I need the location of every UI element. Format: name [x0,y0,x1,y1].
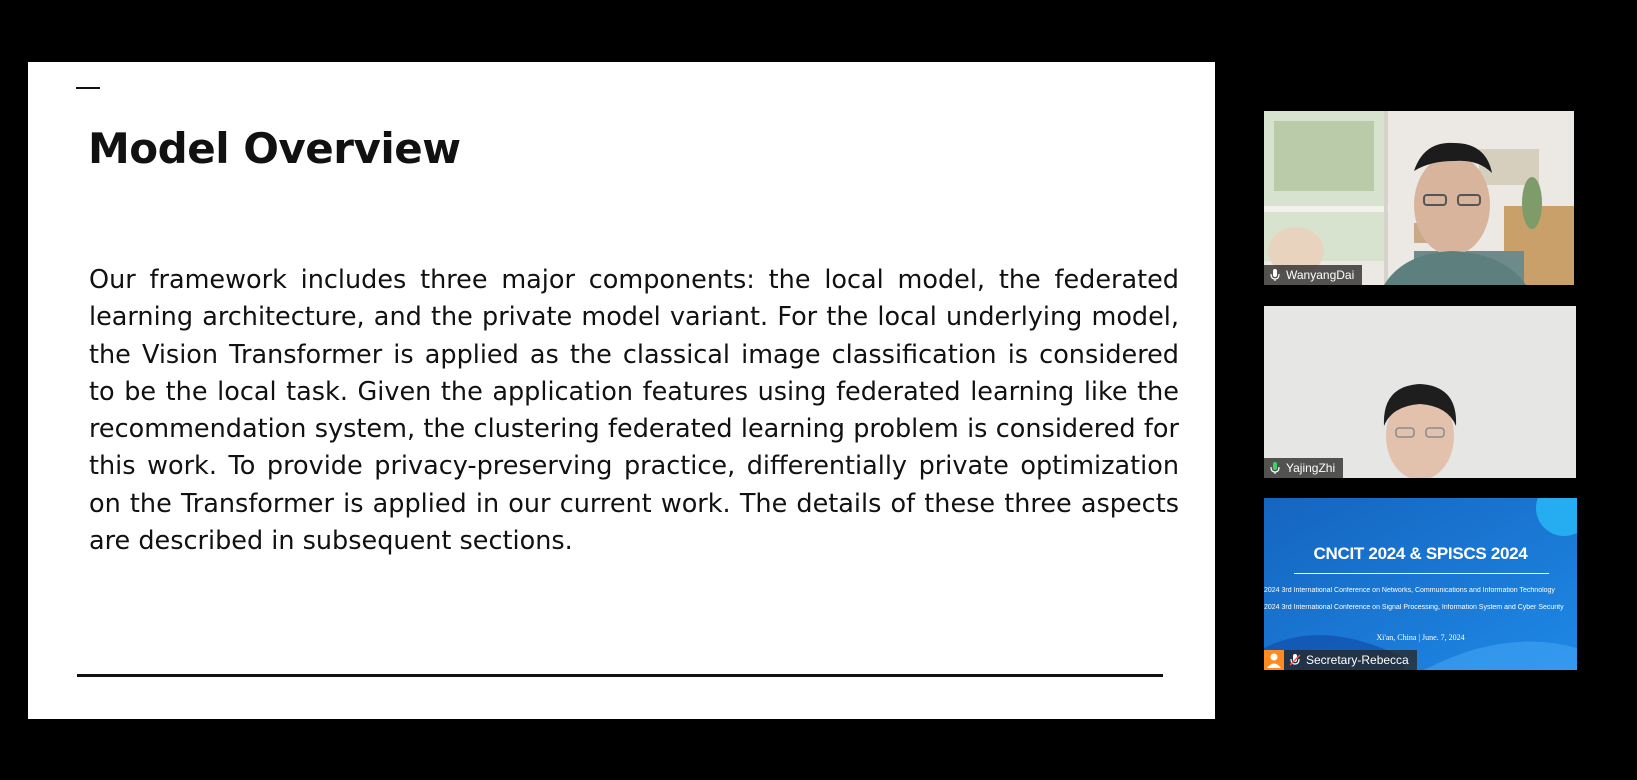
mic-muted-icon [1288,653,1302,667]
participant-name-tag [1284,650,1417,670]
participant-video-frame [1264,111,1574,285]
slide-divider [77,674,1163,677]
participant-name-tag [1264,458,1343,478]
participant-name: YajingZhi [1286,461,1336,475]
conference-subtitle: 2024 3rd International Conference on Signal Processing, Information System and Cyber Security [1264,604,1564,611]
shared-slide [28,62,1215,719]
mic-on-icon [1268,461,1282,475]
banner-background [1264,498,1577,670]
participant-name-tag [1264,265,1362,285]
participant-video-frame [1264,306,1576,478]
conference-subtitle: 2024 3rd International Conference on Networks, Communications and Information Technology [1264,587,1555,594]
banner-divider [1294,573,1549,574]
participant-video-tile[interactable] [1264,498,1577,670]
conference-title: CNCIT 2024 & SPISCS 2024 [1313,544,1528,563]
slide-body-text: Our framework includes three major components: the local model, the federated learning architecture, and the private model variant. For the local underlying model, the Vision Transformer is applied as the classical image classification is considered to be the local task. Given the application features using federated learning like the recommendation system, the clustering federated learning problem is considered for this work. To provide privacy-preserving practice, differentially private optimization on the Transformer is applied in our current work. The details of these three aspects are described in subsequent sections. [89,265,1179,557]
participant-video-tile[interactable] [1264,306,1576,478]
slide-title: Model Overview [88,124,461,173]
participant-video-tile[interactable] [1264,111,1574,285]
user-avatar-icon [1264,650,1284,670]
participant-name: WanyangDai [1286,268,1355,282]
conference-date: Xi'an, China | June. 7, 2024 [1376,633,1465,642]
slide-dash-decoration [76,87,100,89]
mic-on-icon [1268,268,1282,282]
participant-name: Secretary-Rebecca [1306,653,1409,667]
